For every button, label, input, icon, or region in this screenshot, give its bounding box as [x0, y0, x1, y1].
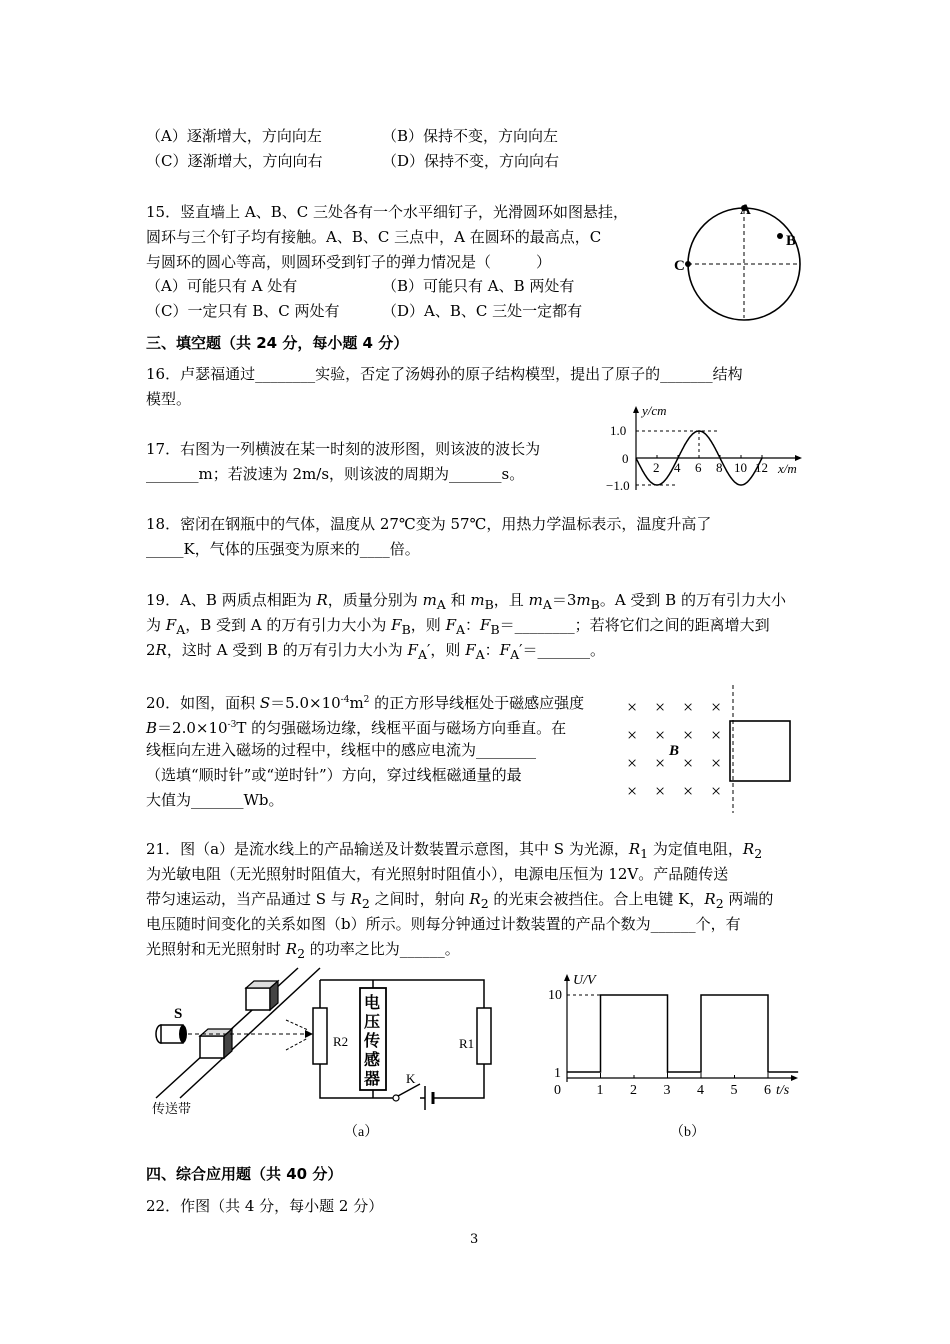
q15-text-line3: 与圆环的圆心等高，则圆环受到钉子的弹力情况是（ ） — [146, 253, 552, 271]
q15-option-c: （C）一定只有 B、C 两处有 — [146, 302, 340, 320]
b-y-tick-10: 10 — [548, 988, 562, 1003]
wave-x-tick-label: 6 — [695, 460, 702, 475]
q17-text-line1: 17．右图为一列横波在某一时刻的波形图，则该波的波长为 — [146, 440, 541, 458]
q19-text-line1: 19．A、B 两质点相距为 R，质量分别为 $m_A$ 和 $m_B$，且 $m_A=3m_B$。A 受到 B 的万有引力大小 — [146, 591, 786, 612]
caption-b: （b） — [670, 1125, 705, 1140]
q16-text-line2: 模型。 — [146, 390, 192, 408]
field-cross-mark: × — [683, 753, 694, 773]
b-x-tick-label: 5 — [730, 1083, 738, 1098]
sensor-char: 传 — [364, 1033, 381, 1050]
b-x-tick-label: 1 — [596, 1083, 604, 1098]
field-cross-mark: × — [655, 697, 666, 717]
b-x-axis-arrow — [791, 1075, 798, 1081]
q18-text-line1: 18．密闭在钢瓶中的气体，温度从 27℃变为 57℃，用热力学温标表示，温度升高了 — [146, 515, 712, 533]
q20-text-line4: （选填“顺时针”或“逆时针”）方向，穿过线框磁通量的最 — [146, 766, 522, 784]
y-axis-label: y/cm — [642, 403, 667, 418]
label-k: K — [406, 1071, 416, 1086]
b-y-axis-arrow — [564, 974, 570, 981]
q15-option-d: （D）A、B、C 三处一定都有 — [382, 302, 583, 320]
q19-text-line3: 2R，这时 A 受到 B 的万有引力大小为 $F_A'$，则 $F_A$：$F_A'=\_\_\_\_\_\_\_$。 — [146, 641, 606, 662]
b-origin: 0 — [554, 1083, 561, 1098]
wave-x-tick-label: 4 — [674, 460, 681, 475]
q14-option-d: （D）保持不变，方向向右 — [382, 152, 560, 170]
q17-wave-figure — [600, 402, 815, 497]
nail-b — [777, 233, 783, 239]
field-cross-mark: × — [711, 697, 722, 717]
label-c: C — [674, 258, 685, 274]
q21-figure-a — [148, 968, 508, 1148]
b-y-tick-1: 1 — [554, 1066, 561, 1081]
b-x-tick-label: 6 — [764, 1083, 771, 1098]
q15-text-line2: 圆环与三个钉子均有接触。A、B、C 三点中，A 在圆环的最高点，C — [146, 228, 602, 246]
b-x-tick-label: 2 — [630, 1083, 637, 1098]
light-ray-1 — [286, 1020, 308, 1030]
wave-x-tick-label: 2 — [653, 460, 660, 475]
q15-ring-figure — [674, 200, 810, 320]
q21-text-line3: 带匀速运动，当产品通过 S 与 $R_2$ 之间时，射向 $R_2$ 的光束会被挡住。合上电键 K，$R_2$ 两端的 — [146, 890, 774, 911]
x-axis-label: x/m — [778, 461, 797, 476]
y-axis-arrow — [633, 406, 639, 413]
q14-option-a: （A）逐渐增大，方向向左 — [146, 127, 322, 145]
field-cross-mark: × — [711, 781, 722, 801]
q21-text-line4: 电压随时间变化的关系如图（b）所示。则每分钟通过计数装置的产品个数为______个，有 — [146, 915, 741, 933]
field-cross-mark: × — [627, 697, 638, 717]
wave-x-tick-label: 12 — [755, 460, 768, 475]
field-cross-mark: × — [711, 725, 722, 745]
sensor-char: 器 — [364, 1071, 381, 1088]
q20-text-line3: 线框向左进入磁场的过程中，线框中的感应电流为________ — [146, 741, 537, 759]
product-box-1 — [246, 981, 278, 1010]
section-3-title: 三、填空题（共 24 分，每小题 4 分） — [146, 334, 409, 352]
sensor-char: 电 — [364, 995, 381, 1012]
resistor-r2 — [313, 1008, 327, 1064]
light-arrow — [305, 1030, 313, 1038]
y-tick-zero: 0 — [622, 451, 629, 466]
q14-option-b: （B）保持不变，方向向左 — [382, 127, 559, 145]
field-cross-mark: × — [655, 725, 666, 745]
label-s: S — [174, 1006, 183, 1022]
product-box-2 — [200, 1029, 232, 1058]
q14-option-c: （C）逐渐增大，方向向右 — [146, 152, 323, 170]
y-tick-bottom: −1.0 — [606, 478, 630, 493]
field-cross-mark: × — [711, 753, 722, 773]
q20-text-line1: 20．如图，面积 $S=5.0\times 10^{-4}m^2$ 的正方形导线框处于磁感应强度 — [146, 694, 585, 712]
voltage-curve — [567, 995, 798, 1072]
field-cross-mark: × — [627, 781, 638, 801]
q18-text-line2: _____K，气体的压强变为原来的____倍。 — [146, 540, 420, 558]
field-cross-mark: × — [683, 781, 694, 801]
q20-magnetic-field-figure — [615, 685, 805, 815]
q20-text-line5: 大值为_______Wb。 — [146, 791, 284, 809]
b-y-axis-label: U/V — [573, 973, 596, 988]
q16-text-line1: 16．卢瑟福通过________实验，否定了汤姆孙的原子结构模型，提出了原子的_______结构 — [146, 365, 743, 383]
label-a: A — [740, 202, 751, 218]
q21-text-line5: 光照射和无光照射时 $R_2$ 的功率之比为______。 — [146, 940, 460, 961]
field-cross-mark: × — [683, 697, 694, 717]
label-r2: R2 — [333, 1034, 349, 1049]
b-x-tick-label: 4 — [697, 1083, 704, 1098]
sensor-char: 压 — [364, 1014, 381, 1031]
page-number: 3 — [470, 1232, 479, 1247]
section-4-title: 四、综合应用题（共 40 分） — [146, 1165, 343, 1183]
light-ray-2 — [286, 1038, 308, 1050]
q21-text-line2: 为光敏电阻（无光照射时阻值大，有光照射时阻值小），电源电压恒为 12V。产品随传送 — [146, 865, 729, 883]
q21-text-line1: 21．图（a）是流水线上的产品输送及计数装置示意图，其中 S 为光源，$R_1$ 为定值电阻，$R_2$ — [146, 840, 763, 861]
field-cross-mark: × — [627, 725, 638, 745]
wave-x-tick-label: 10 — [734, 460, 747, 475]
b-x-axis-label: t/s — [776, 1083, 790, 1098]
q21-figure-b — [542, 970, 807, 1145]
y-tick-top: 1.0 — [610, 423, 627, 438]
q20-text-line2: $B=2.0\times 10^{-3}T$ 的匀强磁场边缘，线框平面与磁场方向垂直。在 — [146, 719, 567, 737]
q15-option-a: （A）可能只有 A 处有 — [146, 277, 298, 295]
q22-text-line1: 22．作图（共 4 分，每小题 2 分） — [146, 1197, 384, 1215]
caption-a: （a） — [344, 1125, 379, 1140]
q15-option-b: （B）可能只有 A、B 两处有 — [382, 277, 575, 295]
light-source-s — [156, 1025, 187, 1043]
field-cross-mark: × — [627, 753, 638, 773]
q19-text-line2: 为 $F_A$，B 受到 A 的万有引力大小为 $F_B$，则 $F_A$：$F_B=\_\_\_\_\_\_\_\_$；若将它们之间的距离增大到 — [146, 616, 770, 637]
wave-x-tick-label: 8 — [716, 460, 723, 475]
field-cross-mark: × — [683, 725, 694, 745]
nail-c — [685, 261, 691, 267]
label-r1: R1 — [459, 1036, 475, 1051]
label-b: B — [786, 233, 797, 249]
sensor-char: 感 — [364, 1052, 381, 1069]
q15-text-line1: 15．竖直墙上 A、B、C 三处各有一个水平细钉子，光滑圆环如图悬挂， — [146, 203, 628, 221]
label-conveyor-belt: 传送带 — [152, 1101, 192, 1116]
field-label-b: B — [669, 743, 680, 759]
q17-text-line2: _______m；若波速为 2m/s，则该波的周期为_______s。 — [146, 465, 525, 483]
b-x-tick-label: 3 — [663, 1083, 671, 1098]
field-cross-mark: × — [655, 753, 666, 773]
field-cross-mark: × — [655, 781, 666, 801]
resistor-r1 — [477, 1008, 491, 1064]
wire-frame — [730, 721, 790, 781]
